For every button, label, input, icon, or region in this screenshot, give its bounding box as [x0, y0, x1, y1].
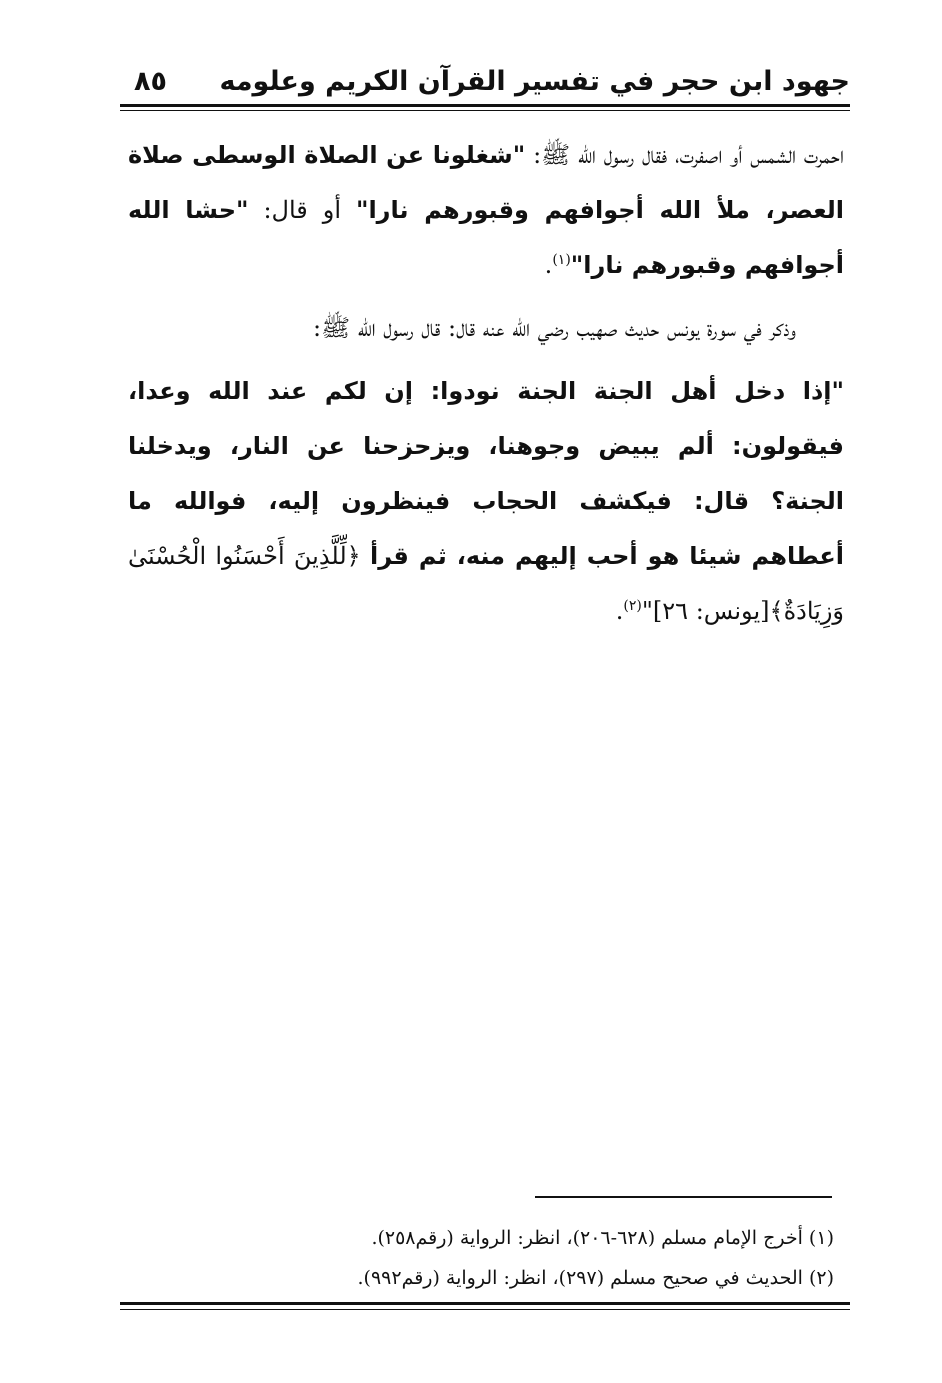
text-run: احمرت الشمس أو اصفرت، فقال رسول الله ﷺ: — [525, 141, 845, 169]
verse-citation: [يونس: ٢٦]" — [641, 597, 770, 625]
hadith-quote: "حشا الله أجوافهم وقبورهم نارا" — [128, 196, 844, 279]
text-run: . — [615, 597, 624, 625]
footnote-ref-2[interactable]: (٢) — [623, 598, 642, 614]
hadith-quote: "شغلونا عن الصلاة الوسطى صلاة العصر، ملأ الله أجوافهم وقبورهم نارا" — [128, 141, 845, 224]
page-header — [120, 62, 850, 102]
footer-rule — [120, 1302, 850, 1305]
running-title: جهود ابن حجر في تفسير القرآن الكريم وعلومه — [219, 66, 850, 97]
page-number: ٨٥ — [134, 66, 167, 97]
paragraph-2 — [128, 301, 844, 356]
main-text — [128, 128, 844, 647]
footnote-ref-1[interactable]: (١) — [552, 252, 571, 268]
paragraph-3 — [128, 364, 844, 639]
footer-rule-thin — [120, 1309, 850, 1310]
header-rule — [120, 104, 850, 107]
text-run: . — [544, 251, 553, 279]
quran-verse: ﴿لِّلَّذِينَ أَحْسَنُوا الْحُسْنَىٰ وَزِيَادَةٌ﴾ — [128, 542, 844, 625]
text-run: وذكر في سورة يونس حديث صهيب رضي الله عنه قال: قال رسول الله ﷺ: — [312, 314, 796, 342]
hadith-quote: "إذا دخل أهل الجنة الجنة نودوا: إن لكم عند الله وعدا، فيقولون: ألم يبيض وجوهنا، ويزحزحنا عن النار، ويدخلنا الجنة؟ قال: فيكشف الحجاب فينظرون إليه، فوالله ما أعطاهم شيئا هو أحب إليهم منه، ثم قرأ — [128, 377, 844, 570]
footnote-separator — [535, 1196, 832, 1198]
footnote-2: (٢) الحديث في صحيح مسلم (٢٩٧)، انظر: الرواية (رقم٩٩٢). — [357, 1267, 834, 1289]
header-rule-thin — [120, 110, 850, 111]
footnotes — [200, 1218, 834, 1298]
footnote-1: (١) أخرج الإمام مسلم (٦٢٨-٢٠٦)، انظر: الرواية (رقم٢٥٨). — [371, 1227, 834, 1249]
text-run: أو قال: — [248, 196, 356, 224]
paragraph-1 — [128, 128, 844, 293]
